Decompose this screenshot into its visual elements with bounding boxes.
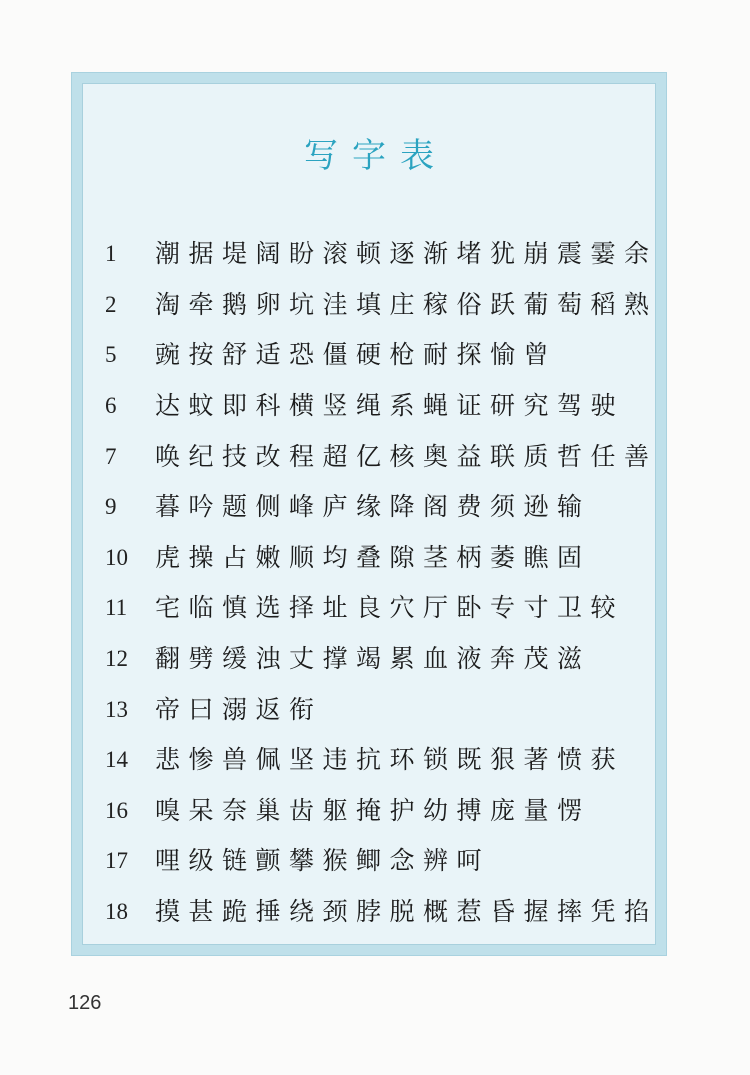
- page-number: 126: [68, 992, 102, 1014]
- table-row: [99, 735, 659, 786]
- character-rows: [99, 229, 659, 937]
- lesson-number: 2: [105, 291, 117, 317]
- lesson-characters: 悲惨兽佩坚违抗环锁既狠著愤获: [155, 745, 625, 775]
- lesson-number: 17: [105, 848, 128, 874]
- lesson-characters: 达蚊即科横竖绳系蝇证研究驾驶: [155, 391, 625, 421]
- lesson-characters: 淘牵鹅卵坑洼填庄稼俗跃葡萄稻熟: [155, 289, 658, 319]
- lesson-number: 5: [105, 342, 117, 368]
- lesson-characters: 虎操占嫩顺均叠隙茎柄萎瞧固: [155, 542, 591, 572]
- lesson-characters: 哩级链颤攀猴鲫念辨呵: [155, 846, 491, 876]
- lesson-characters: 摸甚跪捶绕颈脖脱概惹昏握摔凭掐: [155, 897, 658, 927]
- page-title: 写字表: [304, 136, 448, 176]
- character-table-frame: [71, 72, 667, 956]
- table-row: [99, 482, 659, 533]
- table-row: [99, 431, 659, 482]
- character-table-panel: [82, 83, 656, 945]
- lesson-number: 16: [105, 797, 128, 823]
- lesson-number: 6: [105, 393, 117, 419]
- lesson-number: 10: [105, 544, 128, 570]
- table-row: [99, 684, 659, 735]
- lesson-number: 9: [105, 494, 117, 520]
- table-row: [99, 887, 659, 938]
- table-row: [99, 330, 659, 381]
- table-row: [99, 229, 659, 280]
- lesson-characters: 唤纪技改程超亿核奥益联质哲任善: [155, 441, 658, 471]
- table-row: [99, 786, 659, 837]
- lesson-characters: 嗅呆奈巢齿躯掩护幼搏庞量愣: [155, 795, 591, 825]
- lesson-characters: 翻劈缓浊丈撑竭累血液奔茂滋: [155, 644, 591, 674]
- lesson-number: 12: [105, 646, 128, 672]
- lesson-number: 7: [105, 443, 117, 469]
- table-row: [99, 836, 659, 887]
- lesson-number: 13: [105, 696, 128, 722]
- lesson-number: 18: [105, 899, 128, 925]
- lesson-characters: 宅临慎选择址良穴厅卧专寸卫较: [155, 593, 625, 623]
- table-row: [99, 381, 659, 432]
- lesson-number: 1: [105, 241, 117, 267]
- table-row: [99, 280, 659, 331]
- lesson-characters: 豌按舒适恐僵硬枪耐探愉曾: [155, 340, 558, 370]
- table-row: [99, 533, 659, 584]
- lesson-characters: 潮据堤阔盼滚顿逐渐堵犹崩震霎余: [155, 239, 658, 269]
- table-row: [99, 634, 659, 685]
- lesson-number: 11: [105, 595, 128, 621]
- lesson-characters: 帝曰溺返衔: [155, 694, 323, 724]
- lesson-characters: 暮吟题侧峰庐缘降阁费须逊输: [155, 492, 591, 522]
- lesson-number: 14: [105, 747, 128, 773]
- table-row: [99, 583, 659, 634]
